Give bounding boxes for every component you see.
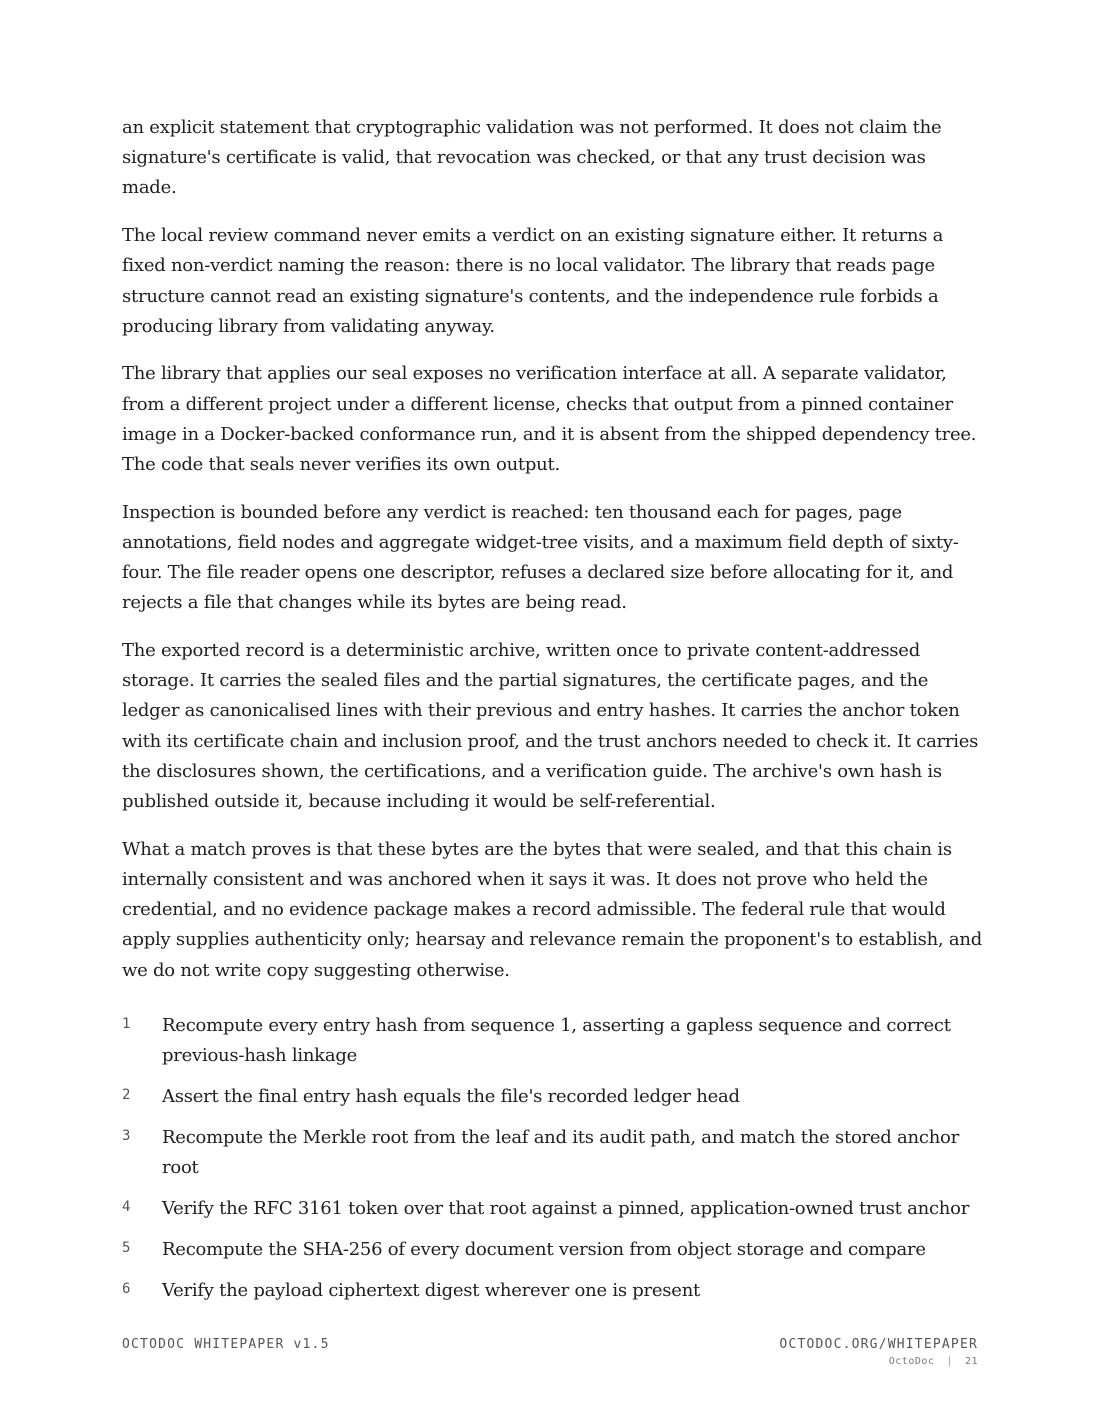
verification-steps-list [122, 1011, 982, 1306]
footer-brand: OctoDoc [888, 1356, 935, 1367]
list-item [122, 1235, 982, 1265]
footer-meta [779, 1356, 978, 1367]
step-text: Recompute every entry hash from sequence 1, asserting a gapless sequence and correct previous-hash linkage [162, 1014, 951, 1066]
step-number: 2 [122, 1086, 131, 1103]
step-text: Verify the payload ciphertext digest wherever one is present [162, 1279, 701, 1301]
body-paragraph: an explicit statement that cryptographic validation was not performed. It does not claim the signature's certificate is valid, that revocation was checked, or that any trust decision was made. [122, 117, 942, 199]
body-paragraph: The library that applies our seal exposes no verification interface at all. A separate validator, from a different project under a different license, checks that output from a pinned container image in a Docker-backed conformance run, and it is absent from the shipped dependency tree. The code that seals never verifies its own output. [122, 363, 977, 476]
page-number: 21 [964, 1356, 978, 1367]
footer-separator: | [946, 1356, 953, 1367]
list-item [122, 1082, 982, 1112]
step-text: Assert the final entry hash equals the file's recorded ledger head [162, 1085, 740, 1107]
step-number: 1 [122, 1015, 131, 1032]
step-text: Verify the RFC 3161 token over that root against a pinned, application-owned trust anchor [162, 1197, 970, 1219]
list-item [122, 1123, 982, 1183]
page-content [122, 113, 982, 1317]
list-item [122, 1276, 982, 1306]
body-paragraph: What a match proves is that these bytes are the bytes that were sealed, and that this chain is internally consistent and was anchored when it says it was. It does not prove who held the credential, and no evidence package makes a record admissible. The federal rule that would apply supplies authenticity only; hearsay and relevance remain the proponent's to establish, and we do not write copy suggesting otherwise. [122, 838, 982, 981]
list-item [122, 1011, 982, 1071]
body-paragraph: The local review command never emits a verdict on an existing signature either. It returns a fixed non-verdict naming the reason: there is no local validator. The library that reads page structure cannot read an existing signature's contents, and the independence rule forbids a producing library from validating anyway. [122, 225, 944, 337]
footer-document-title: OCTODOC WHITEPAPER v1.5 [122, 1337, 330, 1352]
list-item [122, 1194, 982, 1224]
step-text: Recompute the SHA-256 of every document version from object storage and compare [162, 1238, 926, 1260]
step-number: 5 [122, 1239, 131, 1256]
step-number: 4 [122, 1198, 131, 1215]
step-number: 3 [122, 1127, 131, 1144]
footer-url: OCTODOC.ORG/WHITEPAPER [779, 1337, 978, 1352]
body-paragraph: Inspection is bounded before any verdict is reached: ten thousand each for pages, page annotations, field nodes and aggregate widget-tree visits, and a maximum field depth of sixty-four. The file reader opens one descriptor, refuses a declared size before allocating for it, and rejects a file that changes while its bytes are being read. [122, 501, 959, 614]
step-number: 6 [122, 1280, 131, 1297]
step-text: Recompute the Merkle root from the leaf and its audit path, and match the stored anchor root [162, 1126, 959, 1178]
body-paragraph: The exported record is a deterministic archive, written once to private content-addressed storage. It carries the sealed files and the partial signatures, the certificate pages, and the ledger as canonicalised lines with their previous and entry hashes. It carries the anchor token with its certificate chain and inclusion proof, and the trust anchors needed to check it. It carries the disclosures shown, the certifications, and a verification guide. The archive's own hash is published outside it, because including it would be self-referential. [122, 640, 979, 813]
footer-right [779, 1337, 978, 1367]
